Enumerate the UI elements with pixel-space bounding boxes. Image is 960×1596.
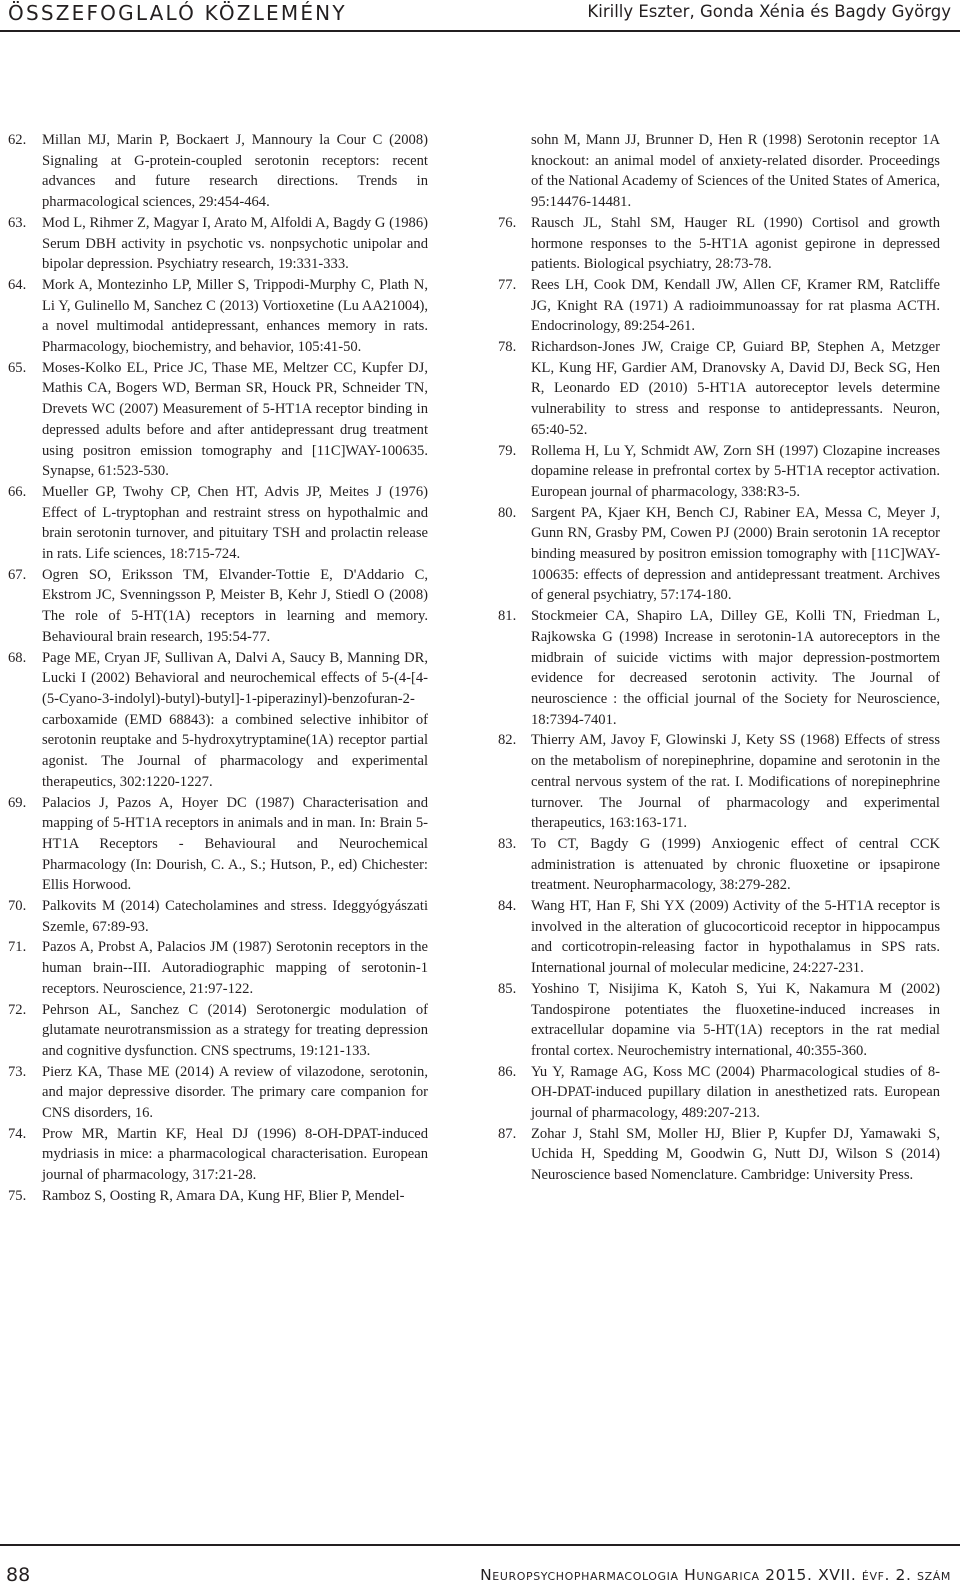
reference-number: 72. — [8, 1001, 27, 1018]
reference-text: Thierry AM, Javoy F, Glowinski J, Kety SS (1968) Effects of stress on the metabolism of norepinephrine, dopamine and serotonin in the central nervous system of the rat. I. Modifications of norepinephrine turnover. The Journal of pharmacology and experimental therapeutics, 163:163-171. — [531, 732, 940, 832]
reference-text: Sargent PA, Kjaer KH, Bench CJ, Rabiner EA, Messa C, Meyer J, Gunn RN, Grasby PM, Cowen PJ (2000) Brain serotonin 1A receptor binding measured by positron emission tomography with [11C]WAY-100635: effects of depression and antidepressant treatment. Archives of general psychiatry, 57:174-180. — [531, 504, 940, 604]
reference-item — [8, 1186, 428, 1207]
reference-item — [498, 1124, 940, 1186]
reference-number: 75. — [8, 1187, 27, 1204]
reference-item — [498, 730, 940, 834]
reference-number: 74. — [8, 1125, 27, 1142]
reference-number: 64. — [8, 276, 27, 293]
reference-item — [498, 896, 940, 979]
reference-item — [8, 213, 428, 275]
reference-number: 86. — [498, 1063, 517, 1080]
reference-number: 85. — [498, 980, 517, 997]
reference-number: 76. — [498, 214, 517, 231]
reference-text: Moses-Kolko EL, Price JC, Thase ME, Meltzer CC, Kupfer DJ, Mathis CA, Bogers WD, Berman SR, Houck PR, Schneider TN, Drevets WC (2007) Measurement of 5-HT1A receptor binding in depressed adults before and after antidepressant drug treatment using positron emission tomography and [11C]WAY-100635. Synapse, 61:523-530. — [42, 359, 428, 480]
reference-text: Yoshino T, Nisijima K, Katoh S, Yui K, Nakamura M (2002) Tandospirone potentiates the fluoxetine-induced increases in extracellular dopamine via 5-HT(1A) receptors in the rat medial frontal cortex. Neurochemistry international, 40:355-360. — [531, 980, 940, 1059]
reference-number: 65. — [8, 359, 27, 376]
section-title: ÖSSZEFOGLALÓ KÖZLEMÉNY — [8, 1, 347, 25]
reference-number: 82. — [498, 732, 517, 749]
footer-divider — [0, 1544, 960, 1546]
reference-item — [498, 1062, 940, 1124]
reference-text: Wang HT, Han F, Shi YX (2009) Activity of the 5-HT1A receptor is involved in the alteration of glucocorticoid receptor in hippocampus and corticotropin-releasing factor in hypothalamus in SPS rats. International journal of molecular medicine, 24:227-231. — [531, 898, 940, 977]
reference-item — [498, 275, 940, 337]
reference-item — [498, 503, 940, 607]
reference-number: 62. — [8, 132, 27, 148]
reference-column-right — [498, 130, 940, 1186]
reference-item — [8, 565, 428, 648]
reference-text: Mod L, Rihmer Z, Magyar I, Arato M, Alfoldi A, Bagdy G (1986) Serum DBH activity in psychotic vs. nonpsychotic unipolar and bipolar depression. Psychiatry research, 19:331-333. — [42, 214, 428, 273]
reference-item — [498, 337, 940, 441]
reference-item — [498, 606, 940, 730]
reference-text: To CT, Bagdy G (1999) Anxiogenic effect of central CCK administration is attenuated by chronic fluoxetine or ipsapirone treatment. Neuropharmacology, 38:279-282. — [531, 835, 940, 894]
reference-number: 78. — [498, 339, 517, 356]
reference-item — [8, 896, 428, 937]
reference-column-left — [8, 130, 428, 1207]
reference-item — [8, 482, 428, 565]
reference-text: Palacios J, Pazos A, Hoyer DC (1987) Characterisation and mapping of 5-HT1A receptors in animals and in man. In: Brain 5-HT1A Receptors - Behavioural and Neurochemical Pharmacology (In: Dourish, C. A., S.; Hutson, P., ed) Chichester: Ellis Horwood. — [42, 794, 428, 894]
header-divider — [0, 30, 960, 32]
reference-number: 68. — [8, 649, 27, 666]
reference-text: Ogren SO, Eriksson TM, Elvander-Tottie E, D'Addario C, Ekstrom JC, Svenningsson P, Meister B, Kehr J, Stiedl O (2008) The role of 5-HT(1A) receptors in learning and memory. Behavioural brain research, 195:54-77. — [42, 566, 428, 645]
page-number: 88 — [6, 1564, 31, 1586]
reference-item — [8, 793, 428, 897]
reference-number: 77. — [498, 276, 517, 293]
reference-item — [8, 648, 428, 793]
reference-item — [8, 1062, 428, 1124]
reference-text: Pierz KA, Thase ME (2014) A review of vilazodone, serotonin, and major depressive disorder. The primary care companion for CNS disorders, 16. — [42, 1063, 428, 1122]
journal-citation: Neuropsychopharmacologia Hungarica 2015. XVII. évf. 2. szám — [480, 1566, 951, 1584]
article-authors: Kirilly Eszter, Gonda Xénia és Bagdy György — [587, 2, 951, 21]
reference-text: Mork A, Montezinho LP, Miller S, Trippodi-Murphy C, Plath N, Li Y, Gulinello M, Sanchez C (2013) Vortioxetine (Lu AA21004), a novel multimodal antidepressant, enhances memory in rats. Pharmacology, biochemistry, and behavior, 105:41-50. — [42, 276, 428, 356]
reference-number: 69. — [8, 794, 27, 811]
reference-text: Ramboz S, Oosting R, Amara DA, Kung HF, Blier P, Mendel- — [42, 1187, 405, 1204]
reference-item — [8, 1000, 428, 1062]
reference-number: 73. — [8, 1063, 27, 1080]
reference-text: Richardson-Jones JW, Craige CP, Guiard BP, Stephen A, Metzger KL, Kung HF, Gardier AM, Dranovsky A, David DJ, Beck SG, Hen R, Leonardo ED (2010) 5-HT1A autoreceptor levels determine vulnerability to stress and response to antidepressants. Neuron, 65:40-52. — [531, 339, 940, 438]
reference-text: Yu Y, Ramage AG, Koss MC (2004) Pharmacological studies of 8-OH-DPAT-induced pupillary dilation in anesthetized rats. European journal of pharmacology, 489:207-213. — [531, 1063, 940, 1122]
reference-text: Rollema H, Lu Y, Schmidt AW, Zorn SH (1997) Clozapine increases dopamine release in prefrontal cortex by 5-HT1A receptor activation. European journal of pharmacology, 338:R3-5. — [531, 442, 940, 500]
reference-number: 83. — [498, 835, 517, 852]
reference-number: 63. — [8, 214, 27, 231]
reference-text: Palkovits M (2014) Catecholamines and stress. Ideggyógyászati Szemle, 67:89-93. — [42, 898, 428, 935]
reference-number: 70. — [8, 898, 27, 915]
reference-number: 80. — [498, 504, 517, 521]
reference-item — [8, 130, 428, 213]
reference-text: Page ME, Cryan JF, Sullivan A, Dalvi A, Saucy B, Manning DR, Lucki I (2002) Behavioral and neurochemical effects of 5-(4-[4-(5-Cyano-3-indolyl)-butyl)-butyl]-1-piperazinyl)-benzofuran-2-carboxamide (EMD 68843): a combined selective inhibitor of serotonin reuptake and 5-hydroxytryptamine(1A) receptor partial agonist. The Journal of pharmacology and experimental therapeutics, 302:1220-1227. — [42, 649, 428, 790]
reference-text: Stockmeier CA, Shapiro LA, Dilley GE, Kolli TN, Friedman L, Rajkowska G (1998) Increase in serotonin-1A autoreceptors in the midbrain of suicide victims with major depression-postmortem evidence for decreased serotonin activity. The Journal of neuroscience : the official journal of the Society for Neuroscience, 18:7394-7401. — [531, 608, 940, 728]
reference-item — [8, 937, 428, 999]
reference-text: Pehrson AL, Sanchez C (2014) Serotonergic modulation of glutamate neurotransmission as a strategy for treating depression and cognitive dysfunction. CNS spectrums, 19:121-133. — [42, 1001, 428, 1059]
reference-item — [8, 275, 428, 358]
reference-text: Rausch JL, Stahl SM, Hauger RL (1990) Cortisol and growth hormone responses to the 5-HT1A agonist gepirone in depressed patients. Biological psychiatry, 28:73-78. — [531, 214, 940, 273]
reference-number: 79. — [498, 442, 517, 459]
reference-item — [498, 441, 940, 503]
reference-number: 81. — [498, 608, 517, 625]
reference-item — [8, 1124, 428, 1186]
reference-text: Zohar J, Stahl SM, Moller HJ, Blier P, Kupfer DJ, Yamawaki S, Uchida H, Spedding M, Goodwin G, Nutt DJ, Wilson S (2014) Neuroscience based Nomenclature. Cambridge: University Press. — [531, 1125, 940, 1184]
reference-item — [8, 358, 428, 482]
page-header — [0, 0, 960, 26]
reference-text: Mueller GP, Twohy CP, Chen HT, Advis JP, Meites J (1976) Effect of L-tryptophan and restraint stress on hypothalmic and brain serotonin turnover, and pituitary TSH and prolactin release in rats. Life sciences, 18:715-724. — [42, 483, 428, 563]
reference-text: Pazos A, Probst A, Palacios JM (1987) Serotonin receptors in the human brain--III. Autoradiographic mapping of serotonin-1 receptors. Neuroscience, 21:97-122. — [42, 939, 428, 997]
reference-number: 66. — [8, 483, 27, 500]
reference-text: Prow MR, Martin KF, Heal DJ (1996) 8-OH-DPAT-induced mydriasis in mice: a pharmacological characterisation. European journal of pharmacology, 317:21-28. — [42, 1125, 428, 1184]
reference-item — [498, 213, 940, 275]
reference-continuation: sohn M, Mann JJ, Brunner D, Hen R (1998) Serotonin receptor 1A knockout: an animal model of anxiety-related disorder. Proceedings of the National Academy of Sciences of the United States of America, 95:14476-14481. — [531, 132, 940, 211]
reference-number: 84. — [498, 898, 517, 915]
reference-number: 87. — [498, 1125, 517, 1142]
reference-text: Millan MJ, Marin P, Bockaert J, Mannoury la Cour C (2008) Signaling at G-protein-coupled serotonin receptors: recent advances and future research directions. Trends in pharmacological sciences, 29:454-464. — [42, 132, 428, 211]
reference-number: 71. — [8, 939, 27, 956]
reference-number: 67. — [8, 566, 27, 583]
reference-text: Rees LH, Cook DM, Kendall JW, Allen CF, Kramer RM, Ratcliffe JG, Knight RA (1971) A radioimmunoassay for rat plasma ACTH. Endocrinology, 89:254-261. — [531, 276, 940, 335]
reference-item — [498, 834, 940, 896]
reference-item — [498, 979, 940, 1062]
